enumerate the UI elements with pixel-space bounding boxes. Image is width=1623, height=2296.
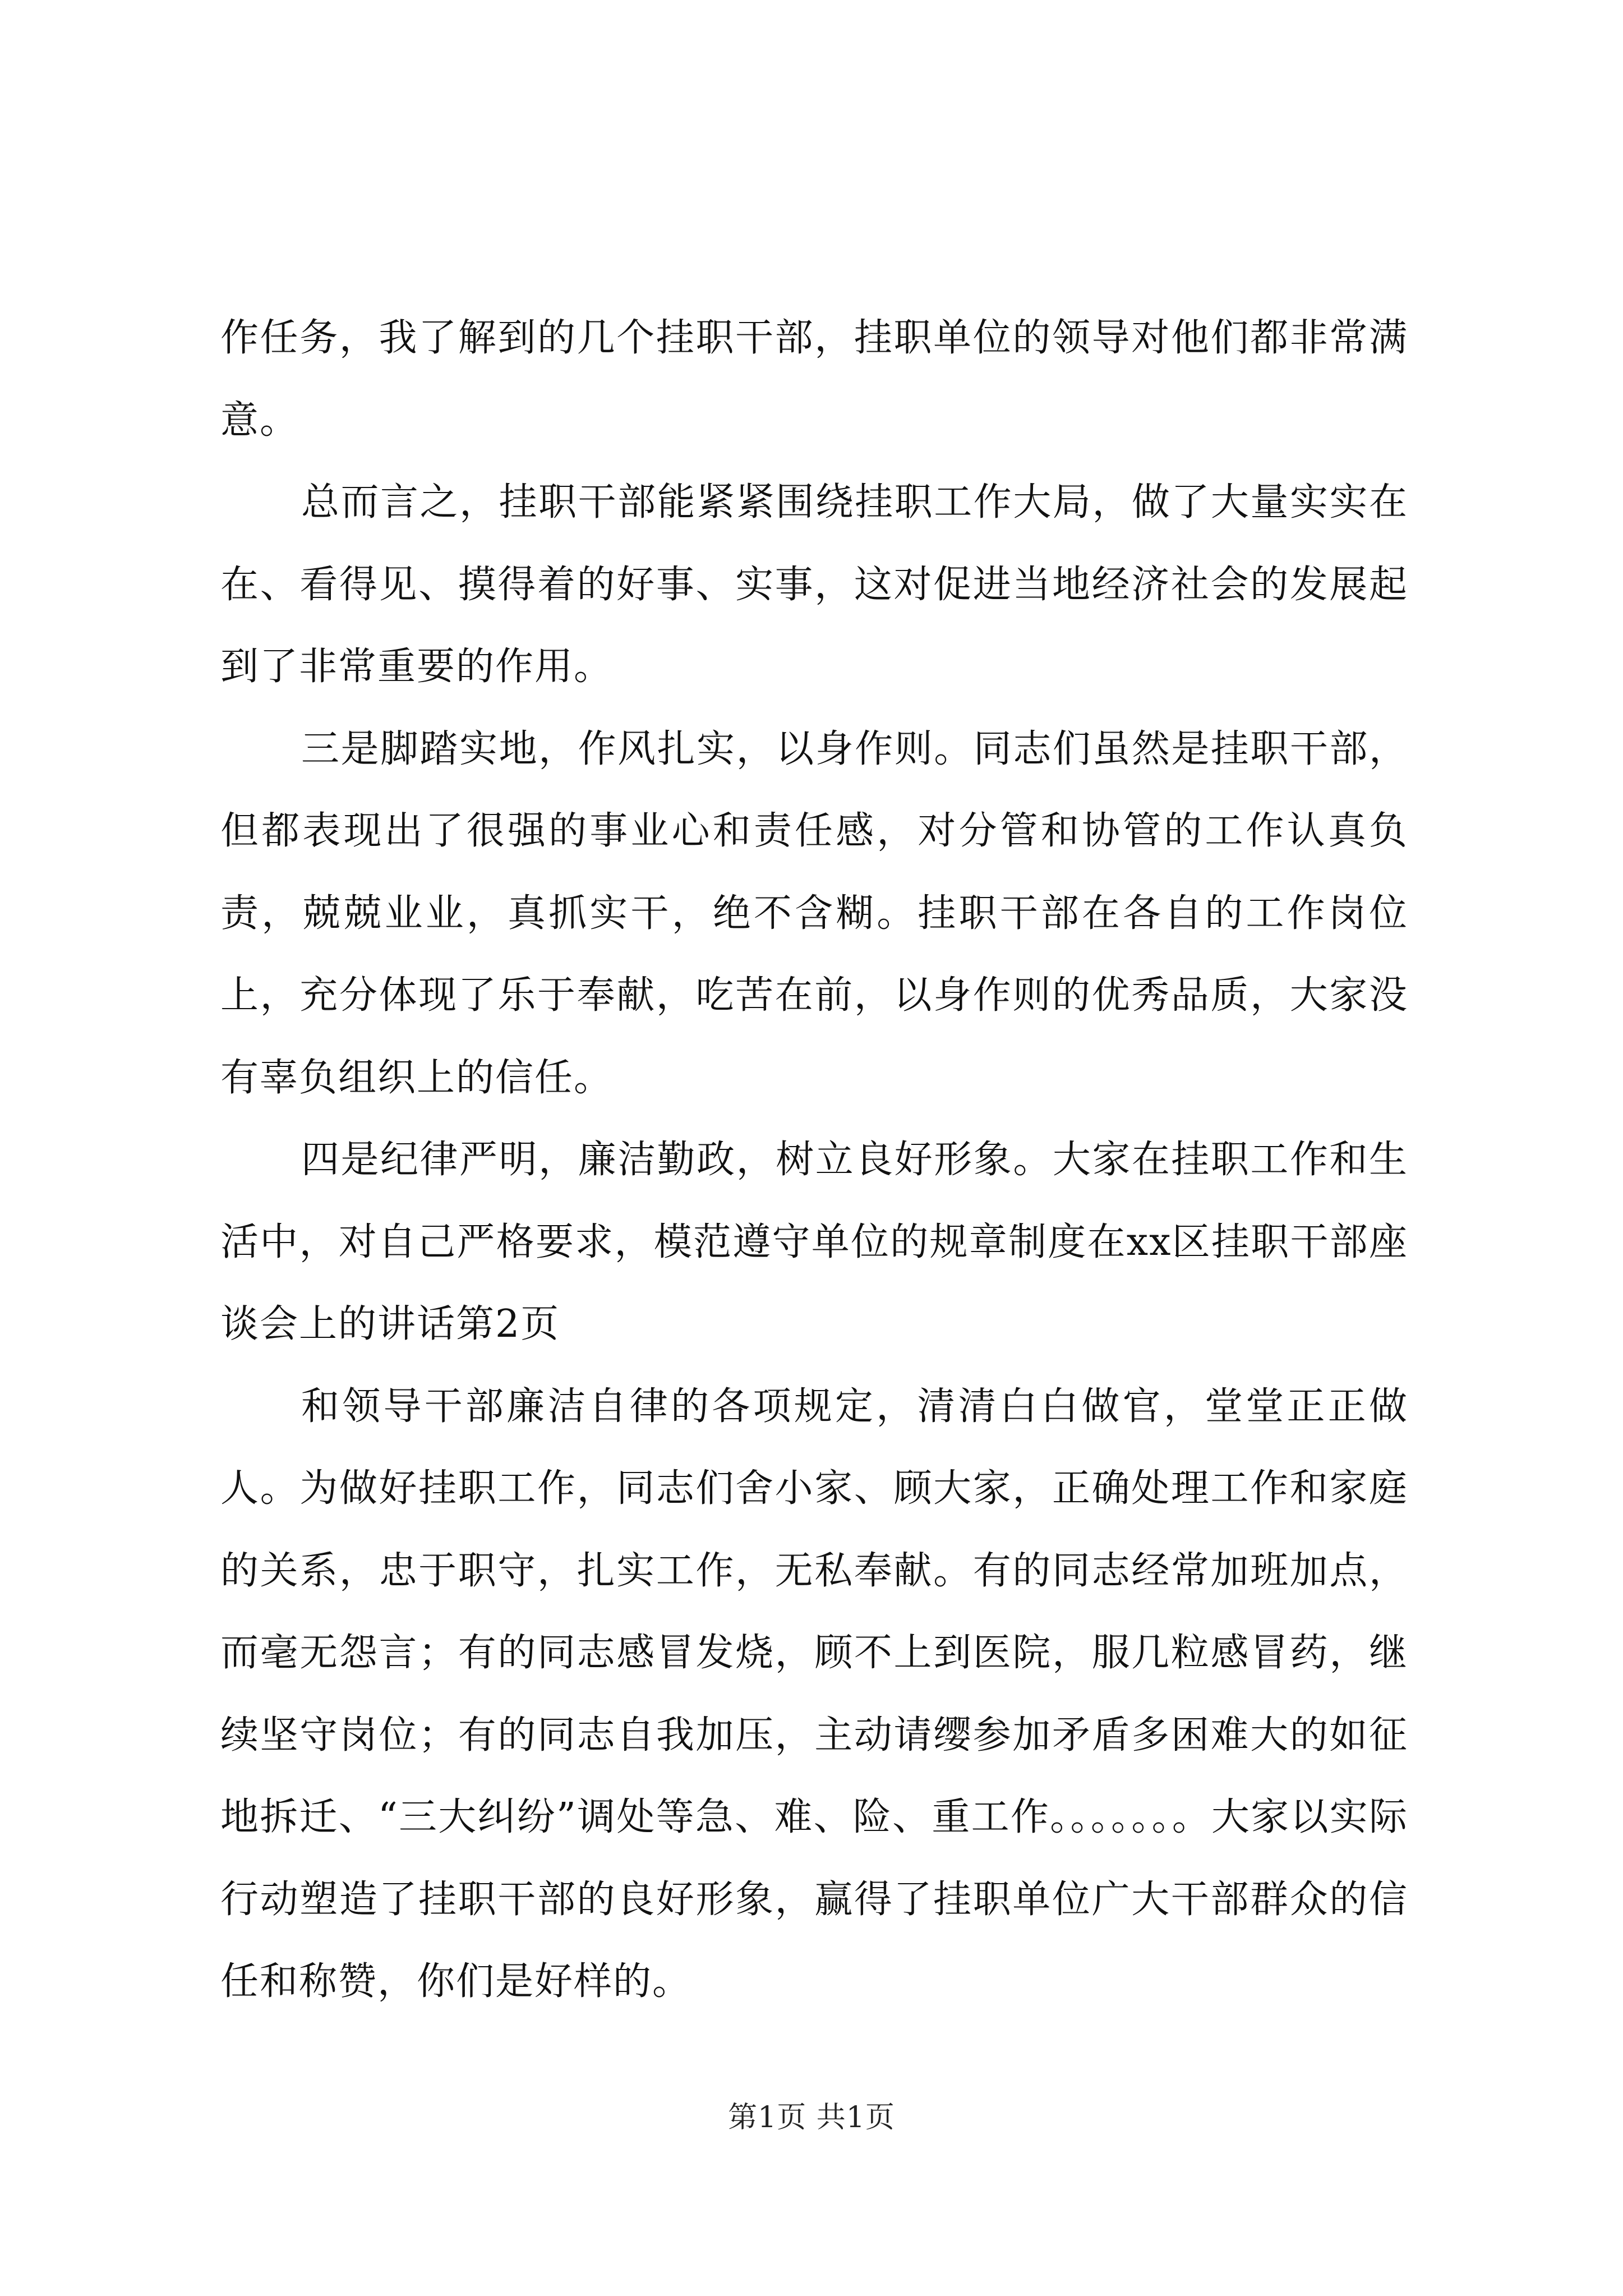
- paragraph-continuation: 作任务，我了解到的几个挂职干部，挂职单位的领导对他们都非常满意。: [220, 316, 1408, 443]
- paragraph-point-three: 三是脚踏实地，作风扎实，以身作则。同志们虽然是挂职干部，但都表现出了很强的事业心和责任感，对分管和协管的工作认真负责，兢兢业业，真抓实干，绝不含糊。挂职干部在各自的工作岗位上，充分体现了乐于奉献，吃苦在前，以身作则的优秀品质，大家没有辜负组织上的信任。: [220, 726, 1408, 1100]
- page-footer: 第1页 共1页: [728, 2101, 895, 2134]
- document-body: [220, 297, 1408, 2023]
- paragraph-summary: 总而言之，挂职干部能紧紧围绕挂职工作大局，做了大量实实在在、看得见、摸得着的好事、实事，这对促进当地经济社会的发展起到了非常重要的作用。: [220, 480, 1408, 689]
- paragraph-point-four: 四是纪律严明，廉洁勤政，树立良好形象。大家在挂职工作和生活中，对自己严格要求，模范遵守单位的规章制度在xx区挂职干部座谈会上的讲话第2页: [220, 1138, 1408, 1346]
- paragraph-discipline: 和领导干部廉洁自律的各项规定，清清白白做官，堂堂正正做人。为做好挂职工作，同志们舍小家、顾大家，正确处理工作和家庭的关系，忠于职守，扎实工作，无私奉献。有的同志经常加班加点，而毫无怨言；有的同志感冒发烧，顾不上到医院，服几粒感冒药，继续坚守岗位；有的同志自我加压，主动请缨参加矛盾多困难大的如征地拆迁、“三大纠纷”调处等急、难、险、重工作。。。。。。。大家以实际行动塑造了挂职干部的良好形象，赢得了挂职单位广大干部群众的信任和称赞，你们是好样的。: [220, 1384, 1408, 2004]
